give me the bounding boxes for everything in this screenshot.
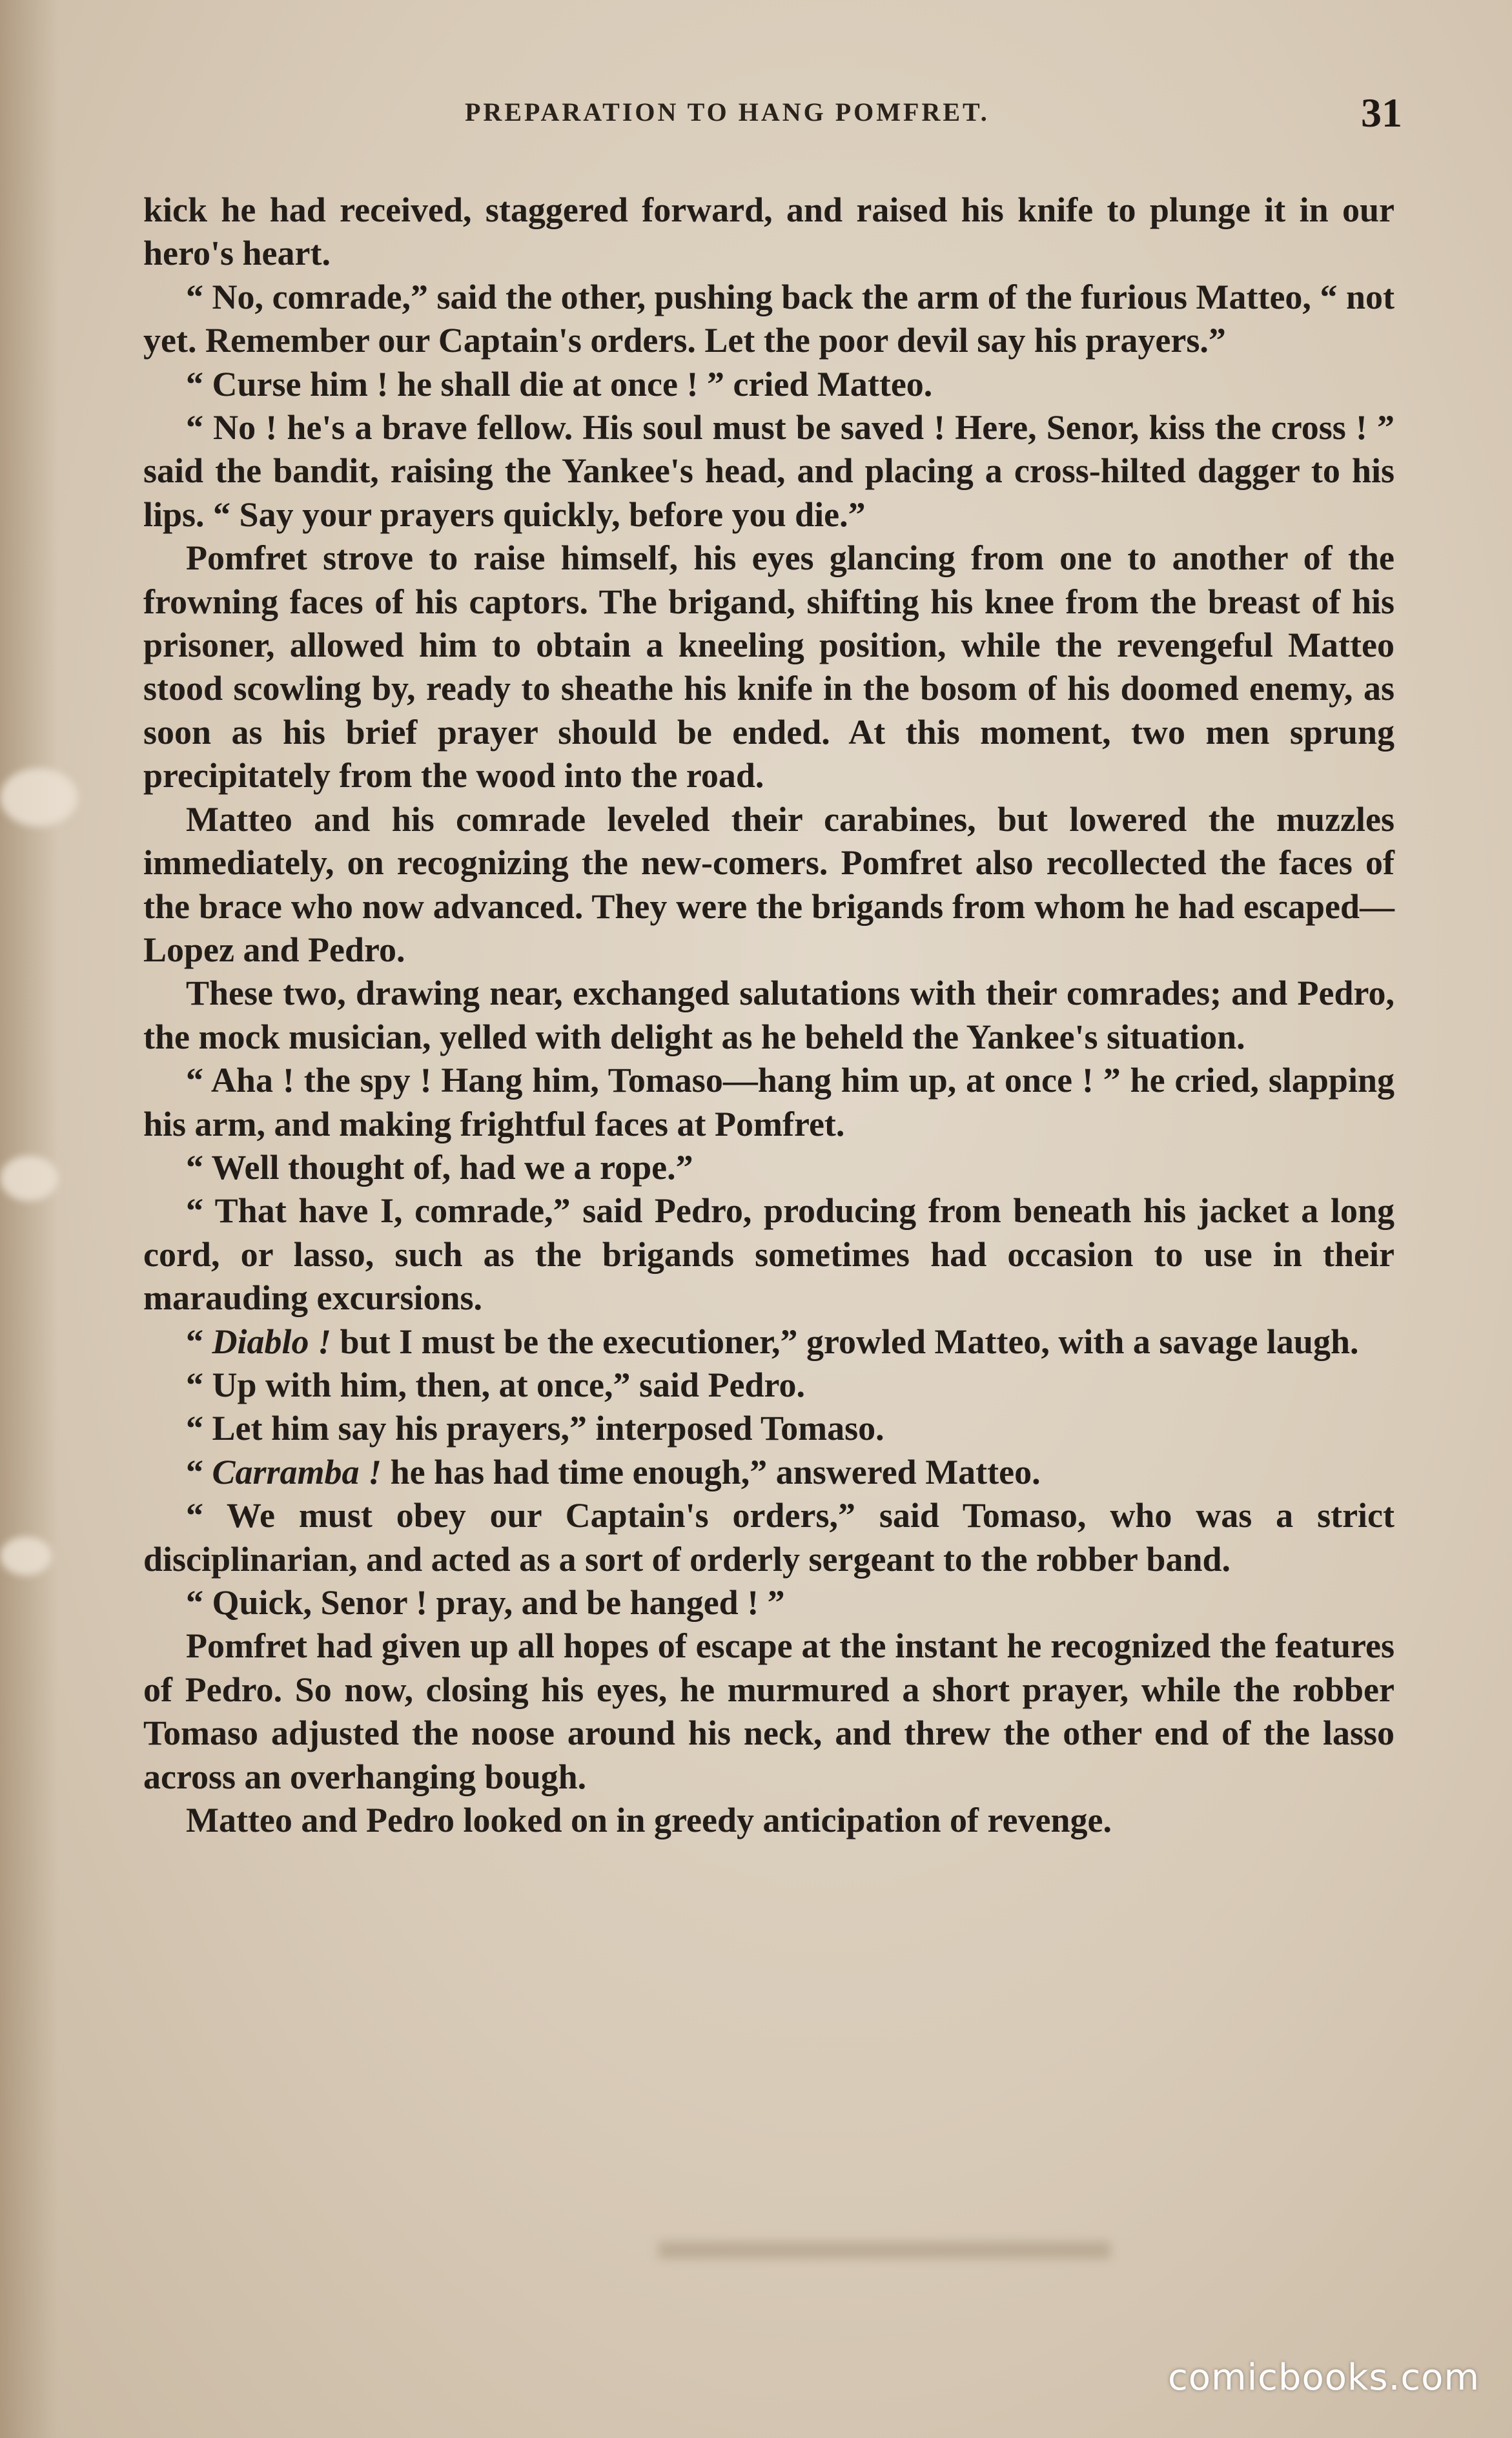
paragraph: Pomfret had given up all hopes of escape at the instant he recognized the features of Pedro. So now, closing his eyes, he murmured a short prayer, while the robber Tomaso adjusted the noose around his neck, and threw the other end of the lasso across an overhanging bough. [143,1626,1395,1796]
paragraph: “ That have I, comrade,” said Pedro, producing from beneath his jacket a long cord, or lasso, such as the brigands sometimes had occasion to use in their marauding excursions. [143,1191,1395,1318]
paragraph: kick he had received, staggered forward, and raised his knife to plunge it in our hero's heart. [143,190,1395,273]
paragraph: “ Well thought of, had we a rope.” [186,1147,693,1187]
paper-stain [0,1156,58,1201]
paragraph: Matteo and his comrade leveled their carabines, but lowered the muzzles immediately, on recognizing the new-comers. Pomfret also recollected the faces of the brace who now advanced. They were the brigands from whom he had escaped—Lopez and Pedro. [143,799,1395,969]
running-title: PREPARATION TO HANG POMFRET. [465,97,990,127]
site-watermark: comicbooks.com [1167,2357,1480,2399]
paragraph: “ Curse him ! he shall die at once ! ” cried Matteo. [186,364,933,404]
body-text [143,189,1395,1842]
paragraph: “ Aha ! the spy ! Hang him, Tomaso—hang him up, at once ! ” he cried, slapping his arm, and making frightful faces at Pomfret. [143,1061,1395,1143]
paragraph: “ Quick, Senor ! pray, and be hanged ! ” [186,1583,785,1622]
paragraph: “ Diablo ! but I must be the executioner,” growled Matteo, with a savage laugh. [186,1322,1359,1361]
paragraph: “ We must obey our Captain's orders,” said Tomaso, who was a strict disciplinarian, and acted as a sort of orderly sergeant to the robber band. [143,1496,1395,1579]
paragraph: “ Carramba ! he has had time enough,” answered Matteo. [186,1452,1041,1491]
ink-smudge [659,2242,1110,2259]
paragraph: Matteo and Pedro looked on in greedy anticipation of revenge. [186,1801,1112,1840]
italic-word: Diablo ! [212,1322,332,1361]
paragraph: “ Let him say his prayers,” interposed Tomaso. [186,1409,884,1448]
binding-edge-shadow [0,0,58,2438]
page-number: 31 [1361,90,1402,136]
paragraph: “ No, comrade,” said the other, pushing back the arm of the furious Matteo, “ not yet. Remember our Captain's orders. Let the poor devil say his prayers.” [143,277,1395,360]
italic-word: Carramba ! [212,1452,382,1491]
paper-stain [0,768,77,826]
paragraph: “ Up with him, then, at once,” said Pedro. [186,1365,806,1404]
paper-stain [0,1537,52,1575]
paragraph: “ No ! he's a brave fellow. His soul must be saved ! Here, Senor, kiss the cross ! ” said the bandit, raising the Yankee's head, and placing a cross-hilted dagger to his lips. “ Say your prayers quickly, before you die.” [143,408,1395,534]
paragraph: These two, drawing near, exchanged salutations with their comrades; and Pedro, the mock musician, yelled with delight as he beheld the Yankee's situation. [143,974,1395,1056]
paragraph: Pomfret strove to raise himself, his eyes glancing from one to another of the frowning faces of his captors. The brigand, shifting his knee from the breast of his prisoner, allowed him to obtain a kneeling position, while the revengeful Matteo stood scowling by, ready to sheathe his knife in the bosom of his doomed enemy, as soon as his brief prayer should be ended. At this moment, two men sprung precipitately from the wood into the road. [143,538,1395,795]
